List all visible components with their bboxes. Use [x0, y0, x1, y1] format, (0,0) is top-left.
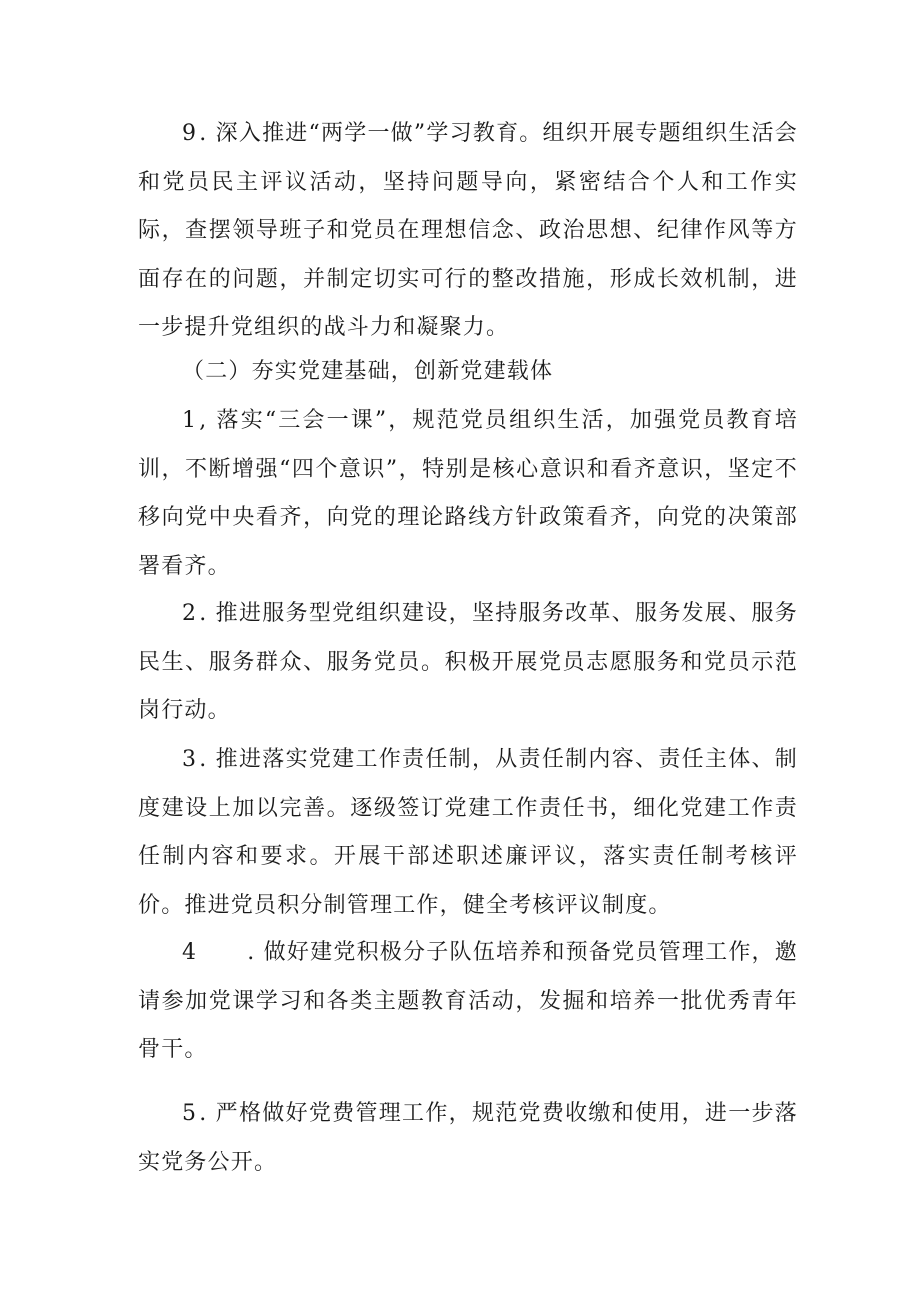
item-number: 2 — [182, 601, 198, 626]
paragraph-item-9 — [138, 110, 798, 353]
item-number: 4 — [182, 940, 198, 965]
item-text: . 做好建党积极分子队伍培养和预备党员管理工作，邀请参加党课学习和各类主题教育活动，发掘和培养一批优秀青年骨干。 — [138, 940, 798, 1062]
paragraph-item-2 — [138, 590, 798, 736]
item-text: . 推进服务型党组织建设，坚持服务改革、服务发展、服务民生、服务群众、服务党员。积极开展党员志愿服务和党员示范岗行动。 — [138, 601, 798, 723]
section-heading: （二）夯实党建基础，创新党建载体 — [182, 359, 554, 384]
item-text: . 严格做好党费管理工作，规范党费收缴和使用，进一步落实党务公开。 — [138, 1101, 798, 1175]
item-text: , 落实“三会一课”，规范党员组织生活，加强党员教育培训，不断增强“四个意识”，特别是核心意识和看齐意识，坚定不移向党中央看齐，向党的理论路线方针政策看齐，向党的决策部署看齐。 — [138, 408, 798, 579]
item-number: 5 — [182, 1101, 198, 1126]
paragraph-item-1 — [138, 397, 798, 591]
item-text: . 深入推进“两学一做”学习教育。组织开展专题组织生活会和党员民主评议活动，坚持问题导向，紧密结合个人和工作实际，查摆领导班子和党员在理想信念、政治思想、纪律作风等方面存在的问题，并制定切实可行的整改措施，形成长效机制，进一步提升党组织的战斗力和凝聚力。 — [138, 121, 798, 340]
paragraph-item-3 — [138, 736, 798, 930]
paragraph-item-5 — [138, 1090, 798, 1187]
item-number: 9 — [182, 121, 198, 146]
item-number: 1 — [182, 408, 198, 433]
paragraph-item-4 — [138, 929, 798, 1075]
item-text: . 推进落实党建工作责任制，从责任制内容、责任主体、制度建设上加以完善。逐级签订党建工作责任书，细化党建工作责任制内容和要求。开展干部述职述廉评议，落实责任制考核评价。推进党员积分制管理工作，健全考核评议制度。 — [138, 747, 798, 918]
item-number: 3 — [182, 747, 198, 772]
